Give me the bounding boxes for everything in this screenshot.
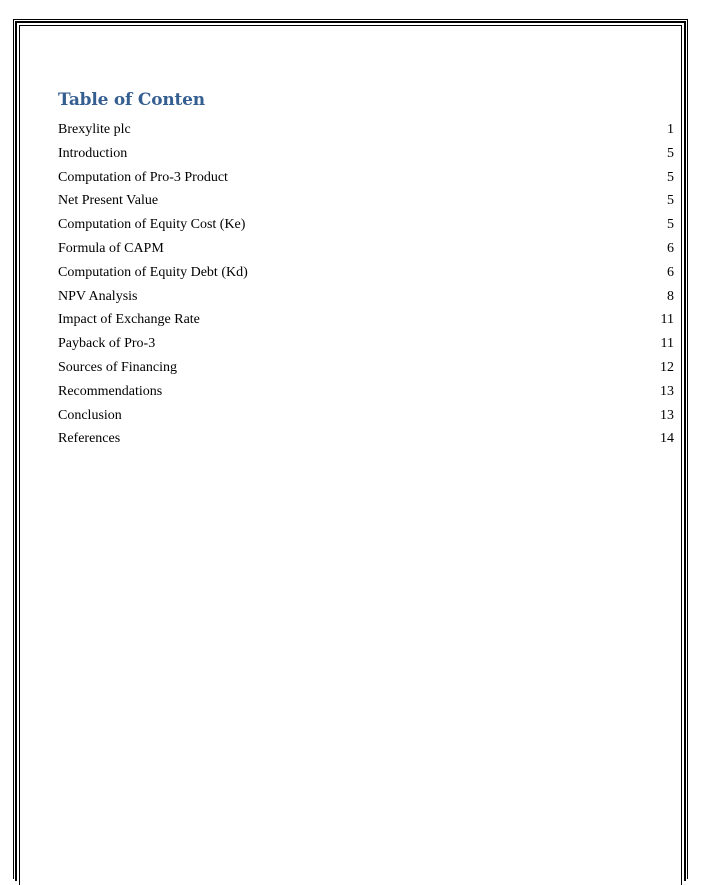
toc-entry[interactable] [58, 356, 674, 380]
toc-entry-page: 1 [667, 122, 674, 137]
toc-entry-label[interactable]: Recommendations [58, 383, 163, 399]
toc-entry-label[interactable]: Computation of Pro-3 Product [58, 169, 228, 185]
toc-entry-label[interactable]: Computation of Equity Cost (Ke) [58, 217, 246, 233]
toc-entry-page: 5 [667, 193, 674, 209]
toc-entry-label[interactable]: Sources of Financing [58, 359, 177, 375]
toc-entry-label[interactable]: Conclusion [58, 407, 122, 423]
toc-entry-page: 11 [660, 336, 674, 352]
toc-entry-page: 6 [667, 240, 674, 256]
toc-title: Table of Conten [58, 90, 205, 110]
toc-entry[interactable] [58, 142, 674, 166]
toc-entry[interactable] [58, 308, 674, 332]
toc-entry[interactable] [58, 118, 674, 142]
toc-list [58, 118, 674, 451]
toc-entry-label[interactable]: Payback of Pro-3 [58, 336, 156, 352]
toc-entry[interactable] [58, 332, 674, 356]
toc-entry-page: 12 [660, 359, 674, 375]
toc-entry-page: 13 [660, 383, 674, 399]
toc-entry-page: 5 [667, 145, 674, 161]
toc-entry[interactable] [58, 189, 674, 213]
toc-entry[interactable] [58, 404, 674, 428]
toc-entry[interactable] [58, 261, 674, 285]
toc-entry-page: 5 [667, 169, 674, 185]
toc-entry[interactable] [58, 213, 674, 237]
table-of-contents [58, 88, 674, 451]
toc-entry-label[interactable]: NPV Analysis [58, 288, 138, 304]
toc-entry[interactable] [58, 285, 674, 309]
toc-entry-label[interactable]: Net Present Value [58, 193, 159, 209]
toc-entry-page: 13 [660, 407, 674, 423]
toc-entry-page: 14 [660, 431, 674, 447]
toc-entry-label[interactable]: Introduction [58, 145, 128, 161]
toc-entry-label[interactable]: References [58, 431, 121, 447]
toc-entry[interactable] [58, 427, 674, 451]
toc-entry[interactable] [58, 166, 674, 190]
toc-entry-page: 8 [667, 288, 674, 304]
toc-entry-label[interactable]: Impact of Exchange Rate [58, 312, 200, 328]
toc-entry-page: 11 [660, 312, 674, 328]
toc-entry[interactable] [58, 380, 674, 404]
toc-entry-page: 5 [667, 217, 674, 233]
toc-entry[interactable] [58, 237, 674, 261]
toc-entry-label[interactable]: Formula of CAPM [58, 240, 164, 256]
toc-entry-label[interactable]: Brexylite plc [58, 122, 131, 137]
toc-entry-page: 6 [667, 264, 674, 280]
toc-entry-label[interactable]: Computation of Equity Debt (Kd) [58, 264, 248, 280]
